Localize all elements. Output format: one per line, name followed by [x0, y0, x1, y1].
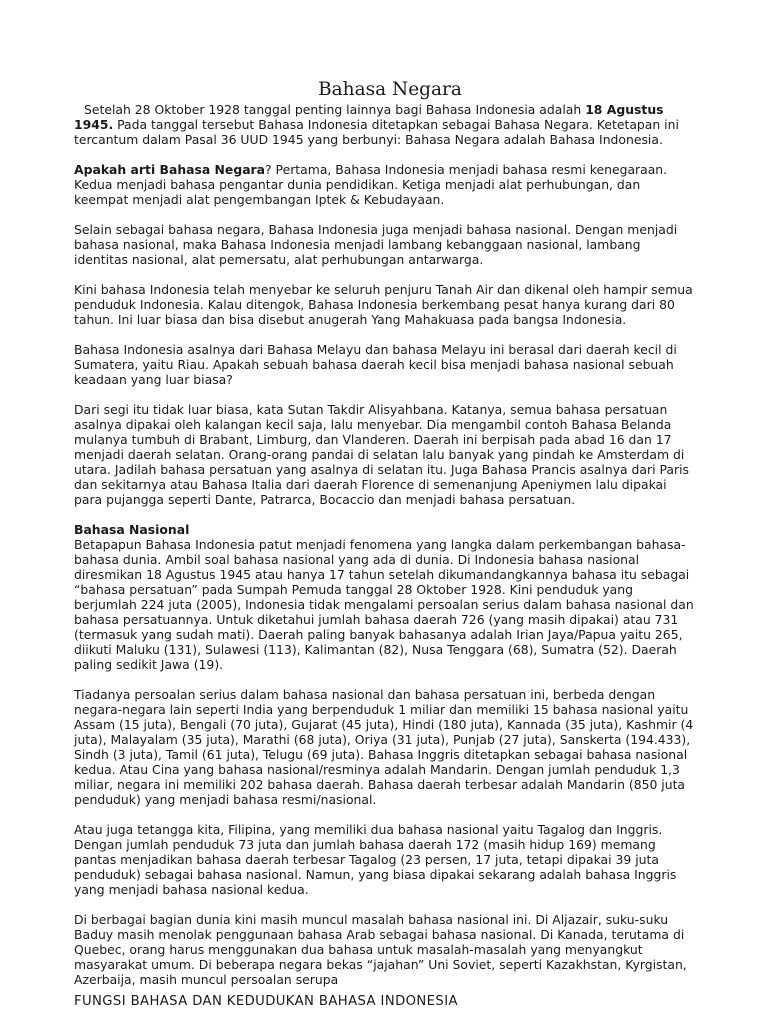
- paragraph-phenomenon: Betapapun Bahasa Indonesia patut menjadi fenomena yang langka dalam perkembangan bahasa-bahasa dunia. Ambil soal bahasa nasional yang ada di dunia. Di Indonesia bahasa nasional diresmikan 18 Agustus 1945 atau hanya 17 tahun setelah dikumandangkannya bahasa itu sebagai “bahasa persatuan” pada Sumpah Pemuda tanggal 28 Oktober 1928. Kini penduduk yang berjumlah 224 juta (2005), Indonesia tidak mengalami persoalan serius dalam bahasa nasional dan bahasa persatuannya. Untuk diketahui jumlah bahasa daerah 726 (yang masih dipakai) atau 731 (termasuk yang sudah mati). Daerah paling banyak bahasanya adalah Irian Jaya/Papua yaitu 265, diikuti Maluku (131), Sulawesi (113), Kalimantan (82), Nusa Tenggara (68), Sumatra (52). Daerah paling sedikit Jawa (19).: [74, 537, 694, 672]
- paragraph-intro-text: Setelah 28 Oktober 1928 tanggal penting lainnya bagi Bahasa Indonesia adalah: [84, 102, 586, 117]
- paragraph-world-issues: Di berbagai bagian dunia kini masih muncul masalah bahasa nasional ini. Di Aljazair, suku-suku Baduy masih menolak penggunaan bahasa Arab sebagai bahasa nasional. Di Kanada, terutama di Quebec, orang harus menggunakan dua bahasa untuk masalah-masalah yang menyangkut masyarakat umum. Di beberapa negara bekas “jajahan” Uni Soviet, seperti Kazakhstan, Kyrgistan, Azerbaija, masih muncul persoalan serupa: [74, 912, 687, 987]
- footer-heading: FUNGSI BAHASA DAN KEDUDUKAN BAHASA INDONESIA: [74, 994, 458, 1009]
- section-heading: Bahasa Nasional: [74, 522, 190, 537]
- paragraph-alisyahbana: Dari segi itu tidak luar biasa, kata Sutan Takdir Alisyahbana. Katanya, semua bahasa persatuan asalnya dipakai oleh kalangan kecil saja, lalu menyebar. Dia mengambil contoh Bahasa Belanda mulanya tumbuh di Brabant, Limburg, dan Vlanderen. Daerah ini berpisah pada abad 16 dan 17 menjadi daerah selatan. Orang-orang pandai di selatan lalu banyak yang pindah ke Amsterdam di utara. Jadilah bahasa persatuan yang asalnya di selatan itu. Juga Bahasa Prancis asalnya dari Paris dan sekitarnya atau Bahasa Italia dari daerah Florence di semenanjung Apeniymen lalu dipakai para pujangga seperti Dante, Patrarca, Bocaccio dan menjadi bahasa persatuan.: [74, 402, 689, 507]
- document-title: Bahasa Negara: [318, 79, 462, 100]
- paragraph-intro: [74, 102, 696, 147]
- paragraph-question-bold: Apakah arti Bahasa Negara: [74, 162, 266, 177]
- document-page: [74, 78, 696, 1009]
- paragraph-bahasa-negara-meaning: [74, 162, 696, 207]
- paragraph-question-rest: ? Pertama, Bahasa Indonesia menjadi bahasa resmi kenegaraan. Kedua menjadi bahasa pengantar dunia pendidikan. Ketiga menjadi alat perhubungan, dan keempat menjadi alat pengembangan Iptek & Kebudayaan.: [74, 162, 668, 207]
- paragraph-bahasa-nasional: Selain sebagai bahasa negara, Bahasa Indonesia juga menjadi bahasa nasional. Dengan menjadi bahasa nasional, maka Bahasa Indonesia menjadi lambang kebanggaan nasional, lambang identitas nasional, alat pemersatu, alat perhubungan antarwarga.: [74, 222, 678, 267]
- paragraph-india-china: Tiadanya persoalan serius dalam bahasa nasional dan bahasa persatuan ini, berbeda dengan negara-negara lain seperti India yang berpenduduk 1 miliar dan memiliki 15 bahasa nasional yaitu Assam (15 juta), Bengali (70 juta), Gujarat (45 juta), Hindi (180 juta), Kannada (35 juta), Kashmir (4 juta), Malayalam (35 juta), Marathi (68 juta), Oriya (31 juta), Punjab (27 juta), Sanskerta (194.433), Sindh (3 juta), Tamil (61 juta), Telugu (69 juta). Bahasa Inggris ditetapkan sebagai bahasa nasional kedua. Atau Cina yang bahasa nasional/resminya adalah Mandarin. Dengan jumlah penduduk 1,3 miliar, negara ini memiliki 202 bahasa daerah. Bahasa daerah terbesar adalah Mandarin (850 juta penduduk) yang menjadi bahasa resmi/nasional.: [74, 687, 694, 807]
- paragraph-intro-date: 18 Agustus 1945.: [74, 102, 664, 132]
- paragraph-melayu-origin: Bahasa Indonesia asalnya dari Bahasa Melayu dan bahasa Melayu ini berasal dari daerah kecil di Sumatera, yaitu Riau. Apakah sebuah bahasa daerah kecil bisa menjadi bahasa nasional sebuah keadaan yang luar biasa?: [74, 342, 677, 387]
- paragraph-intro-rest: Pada tanggal tersebut Bahasa Indonesia ditetapkan sebagai Bahasa Negara. Ketetapan ini tercantum dalam Pasal 36 UUD 1945 yang berbunyi: Bahasa Negara adalah Bahasa Indonesia.: [74, 117, 679, 147]
- paragraph-spread: Kini bahasa Indonesia telah menyebar ke seluruh penjuru Tanah Air dan dikenal oleh hampir semua penduduk Indonesia. Kalau ditengok, Bahasa Indonesia berkembang pesat hanya kurang dari 80 tahun. Ini luar biasa dan bisa disebut anugerah Yang Mahakuasa pada bangsa Indonesia.: [74, 282, 693, 327]
- paragraph-philippines: Atau juga tetangga kita, Filipina, yang memiliki dua bahasa nasional yaitu Tagalog dan Inggris. Dengan jumlah penduduk 73 juta dan jumlah bahasa daerah 172 (masih hidup 169) memang pantas menjadikan bahasa daerah terbesar Tagalog (23 persen, 17 juta, tetapi dipakai 39 juta penduduk) sebagai bahasa nasional. Namun, yang biasa dipakai sekarang adalah bahasa Inggris yang menjadi bahasa nasional kedua.: [74, 822, 677, 897]
- paragraph-bahasa-nasional-section: [74, 522, 696, 672]
